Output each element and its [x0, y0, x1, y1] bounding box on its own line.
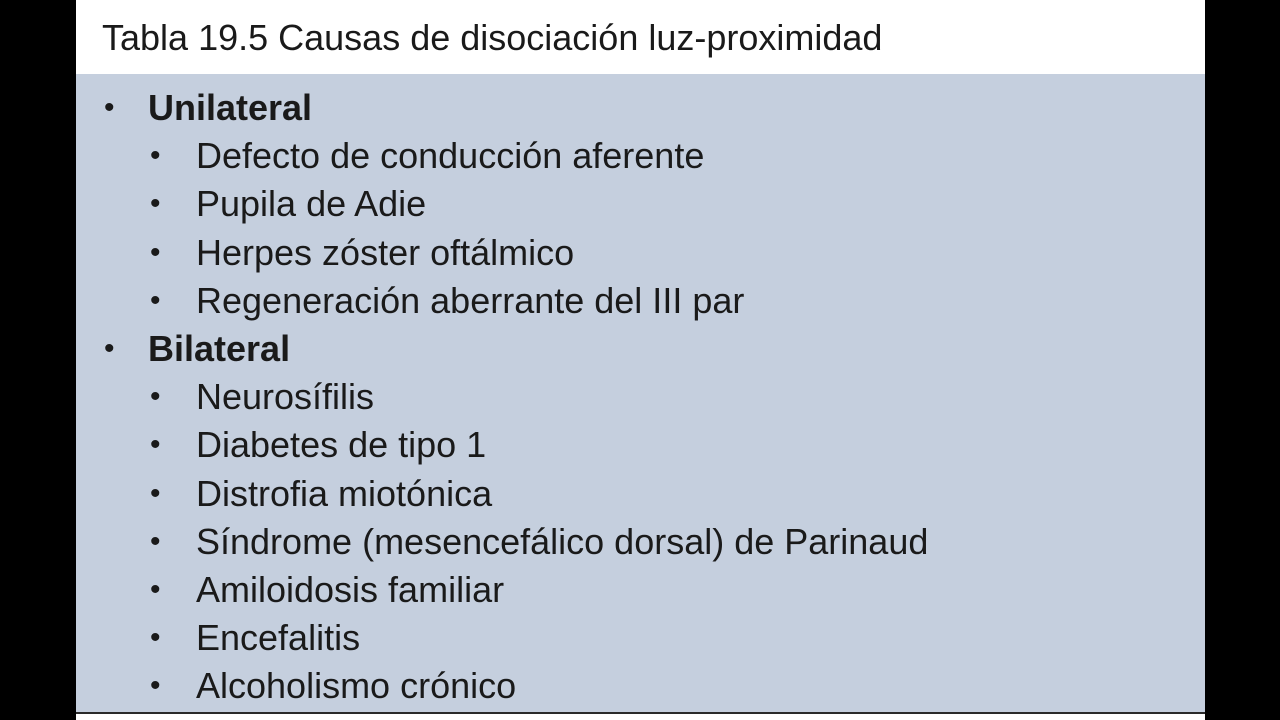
list-item-label: Encefalitis: [196, 617, 361, 659]
bullet: •: [150, 621, 161, 655]
group-heading-label: Bilateral: [148, 327, 291, 369]
bullet: •: [150, 139, 161, 173]
list-item-label: Síndrome (mesencefálico dorsal) de Parinaud: [196, 520, 929, 562]
list-item-label: Amiloidosis familiar: [196, 568, 505, 610]
bullet: •: [150, 524, 161, 558]
table-bottom-rule: [76, 712, 1205, 714]
list-item-label: Distrofia miotónica: [196, 472, 493, 514]
list-item-label: Regeneración aberrante del III par: [196, 279, 745, 321]
document-page: [76, 0, 1205, 720]
list-item-label: Pupila de Adie: [196, 183, 427, 225]
bullet: •: [150, 380, 161, 414]
table-header: [76, 0, 1205, 74]
list-item-label: Alcoholismo crónico: [196, 665, 517, 707]
bullet: •: [150, 476, 161, 510]
bullet: •: [150, 572, 161, 606]
bullet: •: [150, 283, 161, 317]
list-item-label: Neurosífilis: [196, 376, 375, 418]
list-item-label: Diabetes de tipo 1: [196, 424, 487, 466]
group-heading-label: Unilateral: [148, 87, 313, 128]
bullet: •: [150, 428, 161, 462]
bullet: •: [150, 235, 161, 269]
table-body: [76, 74, 1205, 712]
bullet: •: [150, 669, 161, 703]
table-title: Tabla 19.5 Causas de disociación luz-proximidad: [102, 17, 883, 58]
bullet: •: [104, 331, 115, 365]
bullet: •: [104, 91, 115, 124]
bullet: •: [150, 187, 161, 221]
list-item-label: Herpes zóster oftálmico: [196, 231, 575, 273]
list-item-label: Defecto de conducción aferente: [196, 135, 705, 177]
